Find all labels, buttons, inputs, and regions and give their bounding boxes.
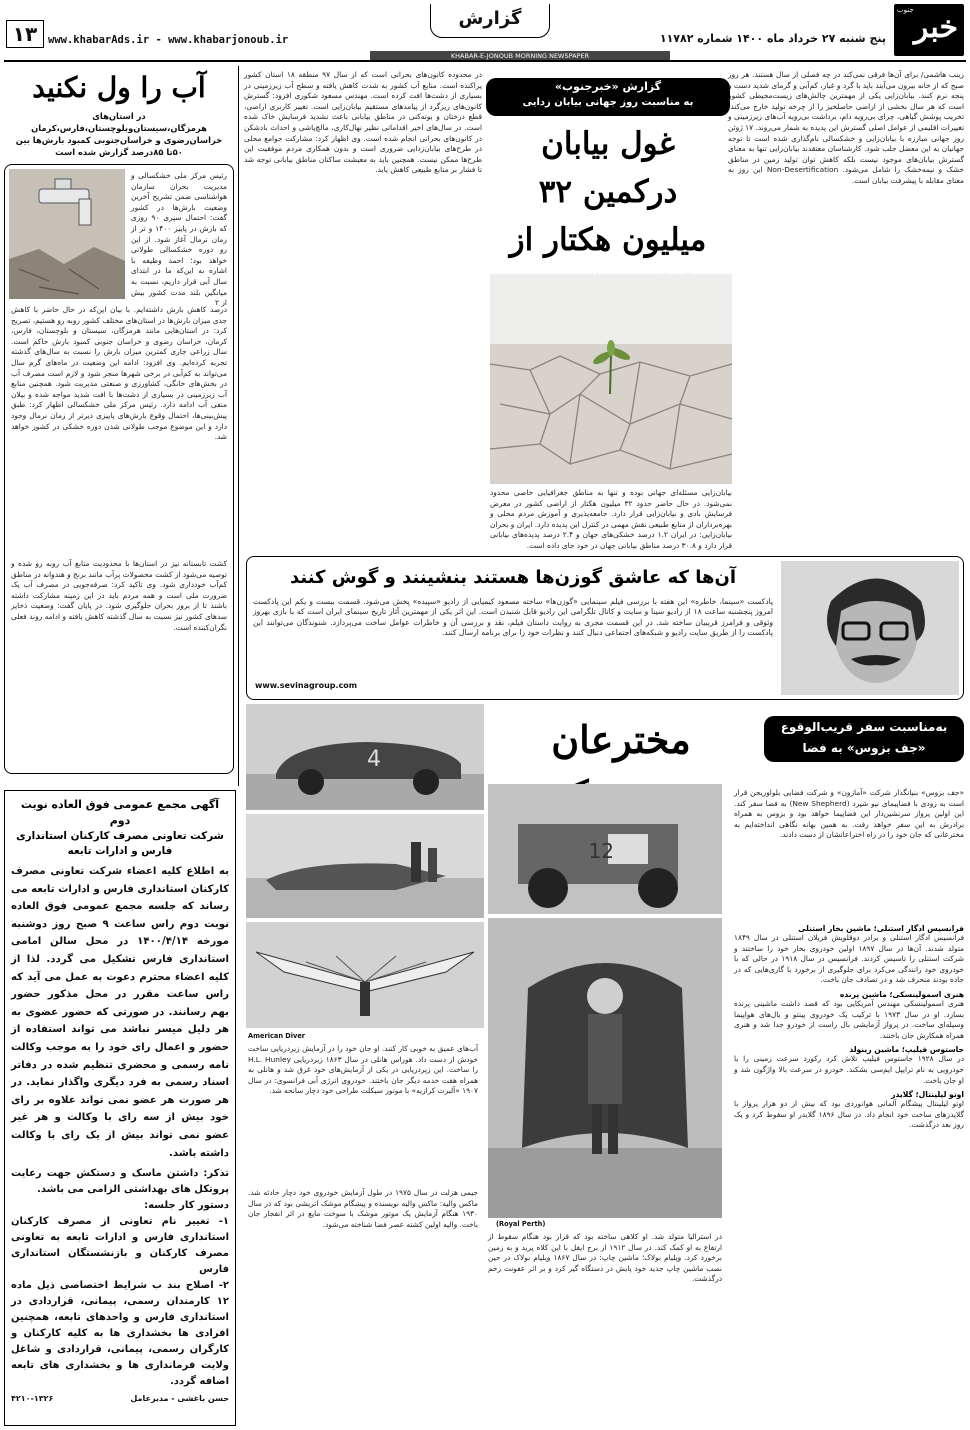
- ribbon-text: KHABAR-E-JONOUB MORNING NEWSPAPER: [450, 52, 590, 60]
- svg-text:4: 4: [367, 747, 381, 772]
- inventor-section: [734, 1090, 964, 1131]
- page-number-text: ۱۳: [12, 22, 38, 46]
- notice-agenda-item: ۲- اصلاح بند ب شرایط اختصاصی ذیل ماده ۱۲ کارمندان رسمی، پیمانی، قراردادی در استانداری فارس و واحدهای تابعه، همچنین افرادی ها بخشداری ها به کلیه کارکنان و کارگران رسمی، پیمانی، قراردادی و شاغل ولایت فرمانداری ها و بخشداری های تابعه اضافه گردد.: [11, 1280, 229, 1388]
- faucet-image: [9, 169, 125, 299]
- desert-photo: [490, 274, 732, 484]
- inventor-section: [734, 924, 964, 986]
- inventors-banner: [764, 716, 964, 762]
- desert-col-2: بیابان‌زایی مسئله‌ای جهانی بوده و تنها به مناطق جغرافیایی خاصی محدود نمی‌شود. در حال حاضر حدود ۳۲ میلیون هکتار از اراضی کشور در معرض فرسایش بادی و بیابان‌زایی قرار دارد. جامعه‌پذیری و آموزش مردم محلی و بهره‌برداران از منابع طبیعی نقش مهمی در کنترل این پدیده دارد. ایران و بحران بیابان‌زایی: در ایران ۱.۲ درصد خشکی‌های جهان و ۲.۴ درصد پدیده‌های بیابانی قرار دارد و ۳۰.۸ درصد مناطق بیابانی جهان در خود جای داده است.: [490, 488, 733, 550]
- parachute-man-illustration: [488, 918, 722, 1218]
- svg-text:12: 12: [588, 839, 614, 863]
- actor-portrait: [781, 561, 959, 695]
- masthead-rule: [4, 60, 966, 62]
- notice-title: آگهی مجمع عمومی فوق العاده نوبت دوم: [20, 798, 220, 827]
- inventors-intro: «جف بزوس» بنیانگذار شرکت «آمازون» و شرکت فضایی بلواوریجن قرار است به زودی با فضاپیمای نیو شپرد (New Shepherd) به فضا سفر کند. این اولین پرواز سرنشین‌دار این فضاپیما خواهد بود و بزوس به همراه برادرش به این سفر خواهد رفت. به همین بهانه نگاهی انداخته‌ایم به مخترعانی که جان خود را در راه اختراعاتشان از دست دادند.: [734, 788, 964, 840]
- masthead: [0, 0, 970, 64]
- logo-small-text: جنوب: [897, 6, 914, 14]
- inventors-col-mid-3: جیمی هزلت در سال ۱۹۷۵ در طول آزمایش خودروی خود دچار حادثه شد. ماکس والیه: ماکس والیه نویسنده و پیشگام موشک اتریشی بود که در سال ۱۹۳۰ هنگام آزمایش یک موتور موشک با سوخت مایع در اثر انفجار جان باخت. والیه اولین کشته عصر فضا شناخته می‌شود.: [248, 1188, 478, 1229]
- inventor-section-title: اوتو لیلینتال؛ گلایدر: [891, 1090, 964, 1100]
- water-subhead: در استان‌های هرمزگان،سیستان‌وبلوچستان،فارس،کرمان خراسان‌رضوی و خراسان‌جنوبی کمبود بارش‌ها بین ۵۰تا ۸۵درصد گزارش شده است: [15, 111, 223, 157]
- parachute-man-photo: [488, 918, 722, 1218]
- inventor-section-text: هنری اسمولینسکی مهندس آمریکایی بود که قصد داشت ماشینی پرنده بسازد. او در سال ۱۹۷۳ با ترکیب یک خودروی پینتو و بال‌های هواپیما وسیله‌ای ساخت. در پرواز آزمایشی بال راست از خودرو جدا شد و هنری همراه همکارش جان باختند.: [734, 998, 965, 1040]
- gazelle-body: پادکست «سینما، خاطره» این هفته با بررسی فیلم سینمایی «گوزن‌ها» ساخته مسعود کیمیایی از رادیو «سپیده» پخش می‌شود. قسمت بیست و یکم این پادکست امروز پنجشنبه ساعت ۱۸ از رادیو سینا و سایت و کانال تلگرامی این رادیو قابل شنیدن است. این اثر یکی از مهمترین آثار تاریخ سینمای ایران است که با بازی بهروز وثوقی و فرامرز قریبیان ساخته شد. در این قسمت مجری به روایت داستان فیلم، نقد و بررسی آن و خاطرات عوامل ساخت می‌پردازد. شنوندگان می‌توانند این پادکست را از طریق سایت رادیو و شبکه‌های اجتماعی دنبال کنند و نظرات خود را برای برنامه ارسال کنند.: [253, 597, 774, 638]
- notice-box: [4, 790, 236, 1426]
- inventors-banner-line-2: «جف بزوس» به فضا: [802, 741, 926, 755]
- desert-col-1: زینب هاشمی/ برای آن‌ها فرقی نمی‌کند در چه فصلی از سال هستند. هر روز صبح که از خانه بیرون می‌آیند باید با گرد و غبار، کم‌آبی و گرمای شدید دست و پنجه نرم کنند. بیابان‌زایی یکی از مهمترین چالش‌های زیست‌محیطی کشور است که هر سال بخشی از اراضی حاصلخیز را از چرخه تولید خارج می‌کند. تخریب پوشش گیاهی، چرای بی‌رویه دام، برداشت بی‌رویه آب‌های زیرزمینی و تغییرات اقلیمی از عوامل اصلی گسترش این پدیده به شمار می‌روند. ۱۷ ژوئن روز جهانی مبارزه با بیابان‌زایی و خشکسالی نام‌گذاری شده است تا توجه جهانیان به این معضل جلب شود. کارشناسان معتقدند بیابان‌زایی تنها به معنای گسترش بیابان‌های موجود نیست بلکه کاهش توان تولید زمین در مناطق خشک و نیمه‌خشک را شامل می‌شود. Non-Desertification این روز به معنای مقابله با پیشرفت بیابان است.: [727, 70, 965, 185]
- water-intro: رئیس مرکز ملی خشکسالی و مدیریت بحران سازمان هواشناسی ضمن تشریح آخرین وضعیت بارش‌ها در کشور گفت: احتمال سپری ۹۰ روزی که بارش در پاییز ۱۴۰۰ و تر از زمان نرمال آغاز شود. از این رو دوره خشکسالی طولانی خواهد بود؛ احمد وظیفه با اشاره به این‌که ما در ابتدای سال آبی قرار داریم، نسبت به میانگین بلند مدت کشور بیش از ۲: [131, 171, 228, 308]
- notice-body: به اطلاع کلیه اعضاء شرکت تعاونی مصرف کارکنان استانداری فارس و ادارات تابعه می رساند که جلسه مجمع عمومی فوق العاده نوبت دوم راس ساعت ۹ صبح روز دوشنبه مورخه ۱۴۰۰/۴/۱۴ در محل سالن امامی استانداری فارس تشکیل می گردد. لذا از کلیه اعضاء محترم دعوت به عمل می آید که راس ساعت مقرر در محل مذکور حضور بهم رسانند. در صورتی که حضور عضوی به هر دلیل میسر نباشد می تواند استفاده از حضور و اعمال رای خود را به موجب وکالت نامه رسمی و محضری تنظیم شده در دفاتر اسناد رسمی به فرد دیگری واگذار نماید. در هر صورت هر عضو نمی تواند علاوه بر رای خود بیش از سه رای با وکالت و هر غیر عضو نمی تواند بیش از یک رای با وکالت داشته باشد.: [11, 866, 229, 1159]
- notice-signature: حسن باغشی - مدیرعامل: [130, 1394, 229, 1404]
- american-diver-caption: American Diver: [248, 1032, 306, 1040]
- royal-perth-caption: (Royal Perth): [496, 1220, 546, 1228]
- logo-text: خبر: [913, 10, 958, 45]
- inventor-section-text: در سال ۱۹۲۸ جاستوس فیلیپ تلاش کرد رکورد سرعت زمینی را با خودرویی به نام ترایپل ایم‌سی بشکند. خودرو در سرعت بالا واژگون شد و او جان باخت.: [734, 1054, 964, 1085]
- old-car-photo: [488, 784, 722, 914]
- section-title: [430, 4, 550, 38]
- gazelle-website[interactable]: www.sevinagroup.com: [255, 681, 358, 690]
- notice-agenda-item: ۱- تغییر نام تعاونی از مصرف کارکنان استانداری فارس و ادارات تابعه به تعاونی مصرف کارکنان و بازنشستگان استانداری فارس: [11, 1216, 229, 1276]
- glider-photo: [246, 922, 484, 1028]
- desert-kicker-box: [486, 78, 730, 116]
- date-line: پنج شنبه ۲۷ خرداد ماه ۱۴۰۰ شماره ۱۱۷۸۲: [659, 32, 886, 45]
- inventors-sections: [734, 924, 964, 1424]
- desert-col-3: در محدوده کانون‌های بحرانی است که از سال ۹۷ منطقه ۱۸ استان کشور پراکنده است. منابع آب کشور به شدت کاهش یافته و سطح آب زیرزمینی در بسیاری از دشت‌ها افت کرده است. مهندس مسعود شکوری افزود: گسترش کانون‌های ریزگرد از پیامدهای مستقیم بیابان‌زایی است. تغییر کاربری اراضی، قطع درختان و بوته‌کنی در مناطق بیابانی باعث تشدید فرسایش خاک شده است. در سال‌های اخیر اقداماتی نظیر نهال‌کاری، مالچ‌پاشی و احداث بادشکن در کانون‌های بحرانی انجام شده است. وی اظهار کرد: مشارکت جوامع محلی در طرح‌های بیابان‌زدایی ضروری است و بدون همکاری مردم موفقیت این طرح‌ها ممکن نیست. همچنین باید به معیشت ساکنان مناطق بیابانی توجه شد تا فشار بر منابع طبیعی کاهش یابد.: [244, 70, 482, 175]
- water-box: [4, 164, 234, 774]
- websites[interactable]: www.khabarAds.ir - www.khabarjonoub.ir: [48, 34, 289, 46]
- portrait-illustration: [781, 561, 959, 695]
- inventor-section: [734, 1045, 964, 1086]
- cracked-earth-plant: [490, 274, 732, 484]
- notice-footer: [11, 1394, 229, 1403]
- inventors-col-mid-2: در استرالیا متولد شد. او کلاهی ساخته بود که قرار بود هنگام سقوط از ارتفاع به او کمک کند. در سال ۱۹۱۲ از برج ایفل با این کلاه پرید و به زمین برخورد کرد. ویلیام بولاک؛ ماشین چاپ: در سال ۱۸۶۷ ویلیام بولاک در حین نصب ماشین چاپ جدید خود پایش در دستگاه گیر کرد و بر اثر عفونت زخم درگذشت.: [488, 1232, 722, 1284]
- water-story: [4, 66, 234, 782]
- logo: [894, 4, 964, 56]
- water-body-2: کشت تابستانه نیز در استان‌ها با محدودیت منابع آب روبه رو شده و توصیه می‌شود از کشت محصولات پرآب مانند برنج و هندوانه در مناطق کم‌آب خودداری شود. وی تاکید کرد: صرفه‌جویی در مصرف آب یک ضرورت ملی است و همه مردم باید در این زمینه مشارکت داشته باشند تا از بروز بحران جلوگیری شود. در پایان گفت: وضعیت ذخایر سدهای کشور نیز نسبت به سال گذشته کاهش یافته و ادامه روند فعلی نگران‌کننده است.: [11, 559, 227, 632]
- old-car-illustration: [488, 784, 722, 914]
- notice-subtitle: شرکت تعاونی مصرف کارکنان استانداری فارس و ادارات تابعه: [16, 830, 224, 857]
- inventor-section: [734, 990, 964, 1041]
- inventors-headline: مخترعان: [551, 717, 691, 762]
- left-column-rule: [238, 66, 239, 786]
- water-headline: آب را ول نکنید: [32, 71, 206, 104]
- inventors-banner-line-1: به‌مناسبت سفر قریب‌الوقوع: [780, 720, 948, 734]
- notice-agenda-title: دستور کار جلسه:: [144, 1200, 229, 1212]
- desert-story: [242, 66, 966, 554]
- inventor-section-title: هنری اسمولینسکی؛ ماشین پرنده: [839, 989, 964, 999]
- section-title-text: گزارش: [458, 8, 522, 29]
- inventor-section-title: جاستوس فیلیپ؛ ماشین رینولد: [849, 1045, 964, 1055]
- inventor-section-title: فرانسیس ادگار استنلی؛ ماشین بخار استنلی: [798, 924, 964, 933]
- water-body: درصد کاهش بارش داشته‌ایم. با بیان این‌که در حال حاضر با کاهش جدی میزان بارش‌ها در استان‌های مختلف کشور روبه رو هستیم، تصریح کرد: در استان‌هایی مانند هرمزگان، سیستان و بلوچستان، فارس، کرمان، خراسان رضوی و خراسان جنوبی کمبود بارش حاکم است. سال زراعی جاری کمترین میزان بارش را نسبت به سال‌های گذشته تجربه کرده‌ایم. وی افزود: ادامه این وضعیت در ماه‌های گرم سال می‌تواند به کم‌آبی در برخی شهرها منجر شود و لازم است مصرف آب در بخش‌های خانگی، کشاورزی و صنعتی مدیریت شود. همچنین منابع آب زیرزمینی در بسیاری از دشت‌ها با افت شدید مواجه شده و بیلان منفی آب ادامه دارد. رئیس مرکز ملی خشکسالی اظهار کرد: طبق پیش‌بینی‌ها، احتمال وقوع بارش‌های پاییزی دیرتر از زمان نرمال وجود دارد و این موضوع موجب طولانی شدن دوره خشکی در کشور خواهد شد.: [11, 305, 227, 442]
- page-number: [6, 20, 44, 48]
- faucet-illustration: [9, 169, 125, 299]
- glider-illustration: [246, 922, 484, 1028]
- inventor-section-text: اوتو لیلینتال پیشگام آلمانی هوانوردی بود که بیش از دو هزار پرواز با گلایدرهای ساخت خود انجام داد. در سال ۱۸۹۶ گلایدر او سقوط کرد و یک روز بعد درگذشت.: [734, 1099, 964, 1130]
- boat-car-illustration: [246, 814, 484, 918]
- inventor-section-text: فرانسیس ادگار استنلی و برادر دوقلویش فریلان استنلی در سال ۱۸۴۹ متولد شدند. آن‌ها در سال ۱۸۹۷ اولین خودروی بخار خود را ساختند و شرکت استنلی را تاسیس کردند. فرانسیس در سال ۱۹۱۸ در حالی که با خودروی خود رانندگی می‌کرد برای جلوگیری از برخورد با گاری‌هایی که در جاده بودند منحرف شد و در تصادف جان باخت.: [734, 933, 965, 985]
- gazelle-box: [246, 556, 964, 700]
- desert-headline: غول بیابان درکمین ۳۲ میلیون هکتار از: [509, 126, 707, 258]
- race-car-photo: [246, 704, 484, 810]
- boat-car-photo: [246, 814, 484, 918]
- desert-kicker: گزارش «خبرجنوب»: [554, 80, 662, 93]
- race-car-illustration: [246, 704, 484, 810]
- inventors-story: [246, 704, 966, 1426]
- gazelle-headline: آن‌ها که عاشق گوزن‌ها هستند بنشینند و گوش کنند: [289, 567, 737, 588]
- notice-code: ۴۲۱۰-۱۳۲۶: [11, 1394, 54, 1404]
- notice-note: تذکر: داشتن ماسک و دستکش جهت رعایت پروتکل های بهداشتی الزامی می باشد.: [11, 1168, 229, 1196]
- desert-kicker-2: به مناسبت روز جهانی بیابان زدایی: [522, 97, 694, 108]
- inventors-col-mid-1: آب‌های عمیق به خوبی کار کنند. او جان خود را در آزمایش زیردریایی ساخت خودش از دست داد. هوراس هانلی در سال ۱۸۶۳ زیردریایی H.L. Hunley را ساخت. این زیردریایی در یکی از آزمایش‌های خود غرق شد و هانلی به همراه هفت خدمه دیگر جان باختند. خودروی انرژی آبی فرانسوی: در سال ۱۹۰۷ «آلبرت کرازیه» با موتور سیکلت طراحی خود دچار سانحه شد.: [248, 1044, 478, 1096]
